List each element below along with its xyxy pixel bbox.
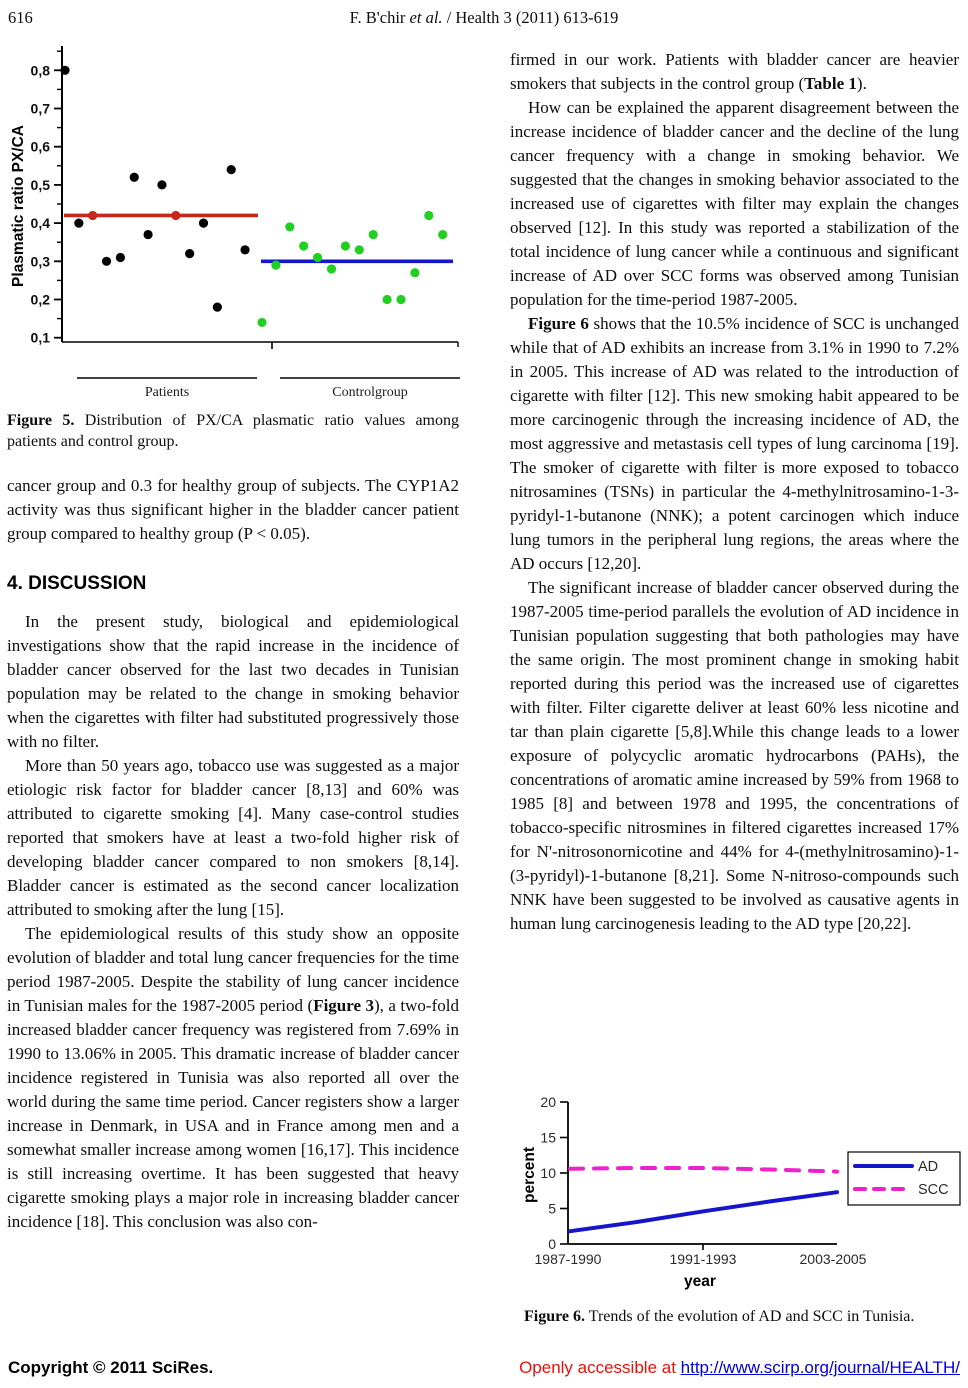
svg-text:1991-1993: 1991-1993	[669, 1251, 737, 1267]
footer-copyright: Copyright © 2011 SciRes.	[8, 1358, 214, 1377]
svg-text:Controlgroup: Controlgroup	[332, 385, 408, 400]
svg-text:5: 5	[548, 1200, 556, 1217]
footer-access-text: Openly accessible at	[519, 1358, 681, 1377]
svg-text:0,8: 0,8	[30, 62, 50, 79]
svg-text:0: 0	[548, 1236, 556, 1252]
svg-text:0,3: 0,3	[30, 253, 50, 270]
svg-text:0,7: 0,7	[30, 100, 50, 117]
svg-text:SCC: SCC	[918, 1182, 949, 1198]
paragraph: firmed in our work. Patients with bladder cancer are heavier smokers that subjects in the control group (Table 1).	[510, 50, 959, 93]
paragraph: How can be explained the apparent disagreement between the increase incidence of bladder cancer and the decline of the lung cancer frequency with a change in smoking behavior. We suggested that the changes in smoking behavior associated to the increased use of cigarettes with filter may explain the changes observed [12]. In this study was reported a stabilization of the total incidence of lung cancer while a continuous and significant increase of AD over SCC forms was observed among Tunisian population for the time-period 1987-2005.	[510, 98, 959, 309]
svg-text:1987-1990: 1987-1990	[534, 1251, 602, 1267]
svg-text:15: 15	[540, 1129, 556, 1146]
svg-text:0,4: 0,4	[30, 215, 50, 232]
paragraph: In the present study, biological and epidemiological investigations show that the rapid increase in the incidence of bladder cancer observed for the last two decades in Tunisian population may be related to the change in smoking behavior when the cigarettes with filter had substituted progressively those with no filter.	[7, 612, 459, 751]
paragraph: The significant increase of bladder cancer observed during the 1987-2005 time-period parallels the evolution of AD incidence in Tunisian population suggesting that both pathologies may have the same origin. The most prominent change in smoking habit reported during this period was the increased use of cigarettes with filter. Filter cigarette deliver at least 60% less nicotine and tar than plain cigarette [5,8].While this change leads to a lower exposure of polycyclic aromatic hydrocarbons (PAHs), the concentrations of aromatic amine increased by 59% from 1968 to 1985 [8] and between 1978 and 1995, the concentrations of tobacco-specific nitrosmines in filtered cigarettes increased 17% for N'-nitrosonornicotine and 44% for 4-(methylnitrosamino)-1-(3-pyridyl)-1-butanone [8,21]. Some N-nitroso-compounds such NNK have been suggested to be involved as causative agents in human lung carcinogenesis leading to the AD type [20,22].	[510, 578, 959, 933]
svg-text:0,5: 0,5	[30, 176, 50, 193]
figure5-caption: Figure 5. Distribution of PX/CA plasmatic ratio values among patients and control group.	[7, 412, 459, 450]
page-header	[0, 8, 968, 32]
footer-journal-link[interactable]: http://www.scirp.org/journal/HEALTH/	[680, 1358, 960, 1377]
svg-text:2003-2005: 2003-2005	[799, 1251, 867, 1267]
svg-text:0,6: 0,6	[30, 138, 50, 155]
paragraph: The epidemiological results of this study show an opposite evolution of bladder and total lung cancer frequencies for the time period 1987-2005. Despite the stability of lung cancer incidence in Tunisian males for the 1987-2005 period (Figure 3), a two-fold increased bladder cancer frequency was registered from 7.69% in 1990 to 13.06% in 2005. This dramatic increase of bladder cancer incidence registered in Tunisia was also reported all over the world during the same time period. Cancer registers show a larger increase in Denmark, in USA and in France among men and a somewhat smaller increase among women [16,17]. This incidence is still increasing overtime. It has been suggested that heavy cigarette smoking plays a major role in increasing bladder cancer incidence [18]. This conclusion was also con-	[7, 924, 459, 1231]
svg-text:0,1: 0,1	[30, 329, 50, 346]
paragraph: cancer group and 0.3 for healthy group of subjects. The CYP1A2 activity was thus significant higher in the bladder cancer patient group compared to healthy group (P < 0.05).	[7, 476, 459, 543]
right-column	[510, 48, 959, 936]
svg-text:0,2: 0,2	[30, 291, 50, 308]
svg-text:20: 20	[540, 1094, 556, 1110]
paragraph: Figure 6 shows that the 10.5% incidence of SCC is unchanged while that of AD exhibits an increase from 3.1% in 1990 to 7.2% in 2005. This increase of AD was related to the introduction of cigarette with filter [12]. This new smoking habit appeared to be more carcinogenic through the increasing incidence of AD, the most aggressive and metastasis cell types of lung carcinoma [19]. The smoker of cigarette with filter is more exposed to tobacco nitrosamines (TSNs) in particular the 4-methylnitrosamino-1-3-pyridyl-1-butanone (NNK); a potent carcinogen which induce lung tumors in the peripheral lung regions, the areas where the AD occurs [12,20].	[510, 314, 959, 573]
footer-access-note	[519, 1358, 960, 1378]
section-heading: 4. DISCUSSION	[7, 573, 147, 594]
svg-text:Patients: Patients	[144, 385, 190, 400]
page-number: 616	[8, 8, 33, 27]
figure6-chart	[518, 1090, 965, 1298]
svg-text:AD: AD	[918, 1159, 939, 1175]
svg-text:Plasmatic ratio PX/CA: Plasmatic ratio PX/CA	[10, 125, 27, 287]
figure5-chart	[7, 38, 462, 410]
left-column	[7, 474, 459, 1234]
svg-text:percent: percent	[521, 1147, 538, 1203]
figure6-caption: Figure 6. Trends of the evolution of AD and SCC in Tunisia.	[524, 1308, 915, 1325]
svg-text:10: 10	[540, 1165, 556, 1181]
paragraph: More than 50 years ago, tobacco use was suggested as a major etiologic risk factor for bladder cancer [8,13] and 60% was attributed to cigarette smoking [4]. Many case-control studies reported that smokers have at least a two-fold higher risk of developing bladder cancer compared to non smokers [8,14]. Bladder cancer is estimated as the second cancer localization attributed to smoking after the lung [15].	[7, 756, 459, 919]
running-head: F. B'chir et al. / Health 3 (2011) 613-619	[349, 8, 619, 27]
svg-text:year: year	[684, 1273, 716, 1290]
